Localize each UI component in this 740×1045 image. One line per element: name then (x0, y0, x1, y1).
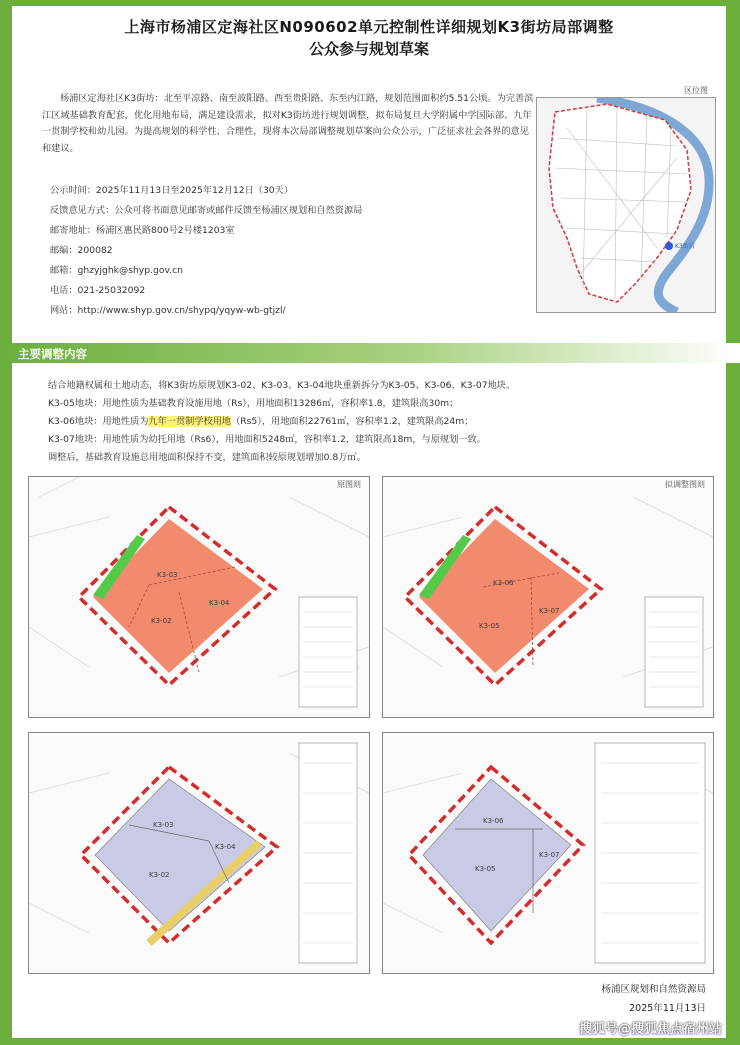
postcode: 邮编：200082 (50, 245, 113, 256)
parcel-k3-04-label-plain: K3-04 (215, 843, 236, 851)
parcel-k3-03-label: K3-03 (157, 571, 178, 579)
proposed-plan-map (382, 476, 714, 718)
parcel-k3-05-label-plain: K3-05 (475, 865, 496, 873)
parcel-k3-03-label-plain: K3-03 (153, 821, 174, 829)
notice-sheet (12, 6, 726, 1038)
adjustment-summary: 结合地籍权属和土地动态，将K3街坊原规划K3-02、K3-03、K3-04地块重新拆分为K3-05、K3-06、K3-07地块。 (48, 380, 516, 391)
feedback-method: 反馈意见方式：公众可将书面意见邮寄或邮件反馈至杨浦区规划和自然资源局 (50, 205, 363, 216)
parcel-k3-02-label-plain: K3-02 (149, 871, 170, 879)
intro-paragraph: 杨浦区定海社区K3街坊：北至平凉路、南至波阳路、西至贵阳路、东至内江路，规划范围面积约5.51公顷。为完善滨江区域基础教育配套，优化用地布局，满足建设需求，拟对K3街坊进行规划调整，拟布局复旦大学附属中学国际部、九年一贯制学校和幼儿园。为提高规划的科学性、合理性，现将本次局部调整规划草案向公众公示，广泛征求社会各界的意见和建议。 (42, 93, 534, 154)
proposed-plan-label: 拟调整图则 (665, 480, 705, 489)
district-map-label: 区位图 (684, 86, 708, 95)
original-plan-label: 原图则 (337, 480, 361, 489)
district-location-map (536, 97, 716, 313)
adjustment-k3-05: K3-05地块：用地性质为基础教育设施用地（Rs），用地面积13286㎡，容积率1.8，建筑限高30m； (48, 398, 459, 409)
original-plan-map (28, 476, 370, 718)
original-parcel-map (28, 732, 370, 974)
website-link[interactable]: 网站：http://www.shyp.gov.cn/shypq/yqyw-wb-gtjzl/ (50, 305, 286, 316)
publicity-period: 公示时间：2025年11月13日至2025年12月12日（30天） (50, 185, 294, 196)
highlighted-land-use: 九年一贯制学校用地 (148, 416, 232, 427)
parcel-k3-05-label: K3-05 (479, 622, 500, 630)
proposed-parcel-map (382, 732, 714, 974)
district-marker-label: K3街坊 (675, 243, 695, 250)
adjustment-k3-06-prefix: K3-06地块：用地性质为 (48, 416, 149, 427)
parcel-k3-02-label: K3-02 (151, 617, 172, 625)
section-header (0, 343, 740, 363)
notice-subtitle: 公众参与规划草案 (308, 40, 429, 58)
adjustment-k3-06-suffix: （Rs5），用地面积22761㎡，容积率1.2，建筑限高24m； (231, 416, 474, 427)
adjustment-conclusion: 调整后，基础教育设施总用地面积保持不变，建筑面积较原规划增加0.8万㎡。 (48, 452, 366, 463)
adjustment-k3-07: K3-07地块：用地性质为幼托用地（Rs6），用地面积5248㎡，容积率1.2，建筑限高18m，与原规划一致。 (48, 434, 486, 445)
adjustment-k3-06 (48, 413, 473, 427)
section-title: 主要调整内容 (18, 347, 87, 361)
parcel-k3-07-label: K3-07 (539, 607, 560, 615)
email: 邮箱：ghzyjghk@shyp.gov.cn (50, 265, 183, 276)
parcel-k3-07-label-plain: K3-07 (539, 851, 560, 859)
parcel-k3-04-label: K3-04 (209, 599, 230, 607)
parcel-k3-06-label-plain: K3-06 (483, 817, 504, 825)
issue-date: 2025年11月13日 (629, 1003, 706, 1014)
watermark: 搜狐号@搜狐焦点宿州站 (578, 1022, 722, 1037)
issuing-agency: 杨浦区规划和自然资源局 (601, 984, 706, 995)
phone: 电话：021-25032092 (50, 285, 146, 296)
parcel-k3-06-label: K3-06 (493, 579, 514, 587)
mailing-address: 邮寄地址：杨浦区惠民路800号2号楼1203室 (50, 225, 235, 236)
notice-title: 上海市杨浦区定海社区N090602单元控制性详细规划K3街坊局部调整 (124, 18, 614, 36)
